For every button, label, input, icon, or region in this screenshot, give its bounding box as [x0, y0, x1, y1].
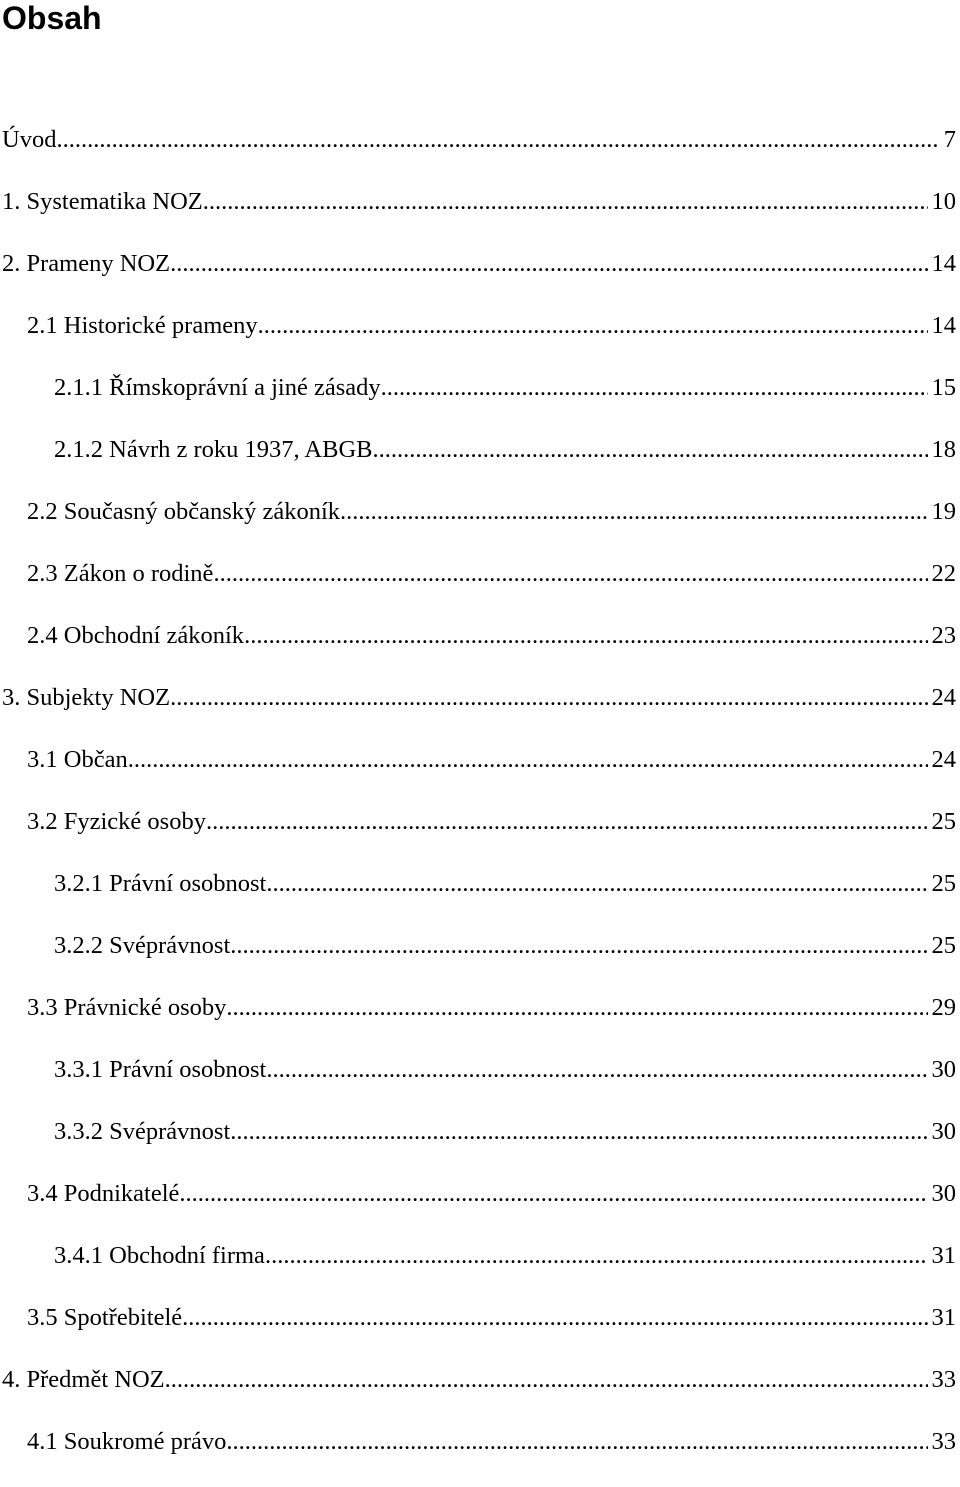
dot-leader [170, 681, 927, 715]
toc-entry-label: 3.3.2 Svéprávnost [54, 1118, 231, 1145]
dot-leader [265, 1239, 928, 1273]
dot-leader [266, 867, 927, 901]
toc-entry[interactable] [0, 1363, 960, 1425]
toc-entry-page-number: 30 [931, 1180, 956, 1207]
dot-leader [266, 1053, 927, 1087]
toc-entry[interactable] [0, 867, 960, 929]
toc-entry[interactable] [0, 309, 960, 371]
toc-entry-label: 2.1.2 Návrh z roku 1937, ABGB [54, 436, 373, 463]
toc-entry-label: 3.5 Spotřebitelé [27, 1304, 183, 1331]
toc-entry[interactable] [0, 1053, 960, 1115]
dot-leader [230, 1115, 927, 1149]
toc-entry[interactable] [0, 1177, 960, 1239]
toc-entry-label: 3.1 Občan [27, 746, 128, 773]
dot-leader [226, 991, 927, 1025]
toc-entry-label: 1. Systematika NOZ [2, 188, 203, 215]
toc-entry-label: 3.2 Fyzické osoby [27, 808, 206, 835]
toc-entry-label: 3.2.1 Právní osobnost [54, 870, 267, 897]
toc-entry[interactable] [0, 495, 960, 557]
toc-entry-label: 2.2 Současný občanský zákoník [27, 498, 340, 525]
dot-leader [230, 929, 927, 963]
toc-entry[interactable] [0, 805, 960, 867]
toc-entry[interactable] [0, 557, 960, 619]
toc-entry-page-number: 10 [931, 188, 956, 215]
dot-leader [56, 123, 939, 157]
toc-entry[interactable] [0, 929, 960, 991]
toc-entry-page-number: 24 [931, 746, 956, 773]
toc-entry[interactable] [0, 681, 960, 743]
toc-entry-label: 4. Předmět NOZ [2, 1366, 165, 1393]
toc-entry-page-number: 14 [931, 312, 956, 339]
toc-entry-label: 2.4 Obchodní zákoník [27, 622, 245, 649]
toc-entry[interactable] [0, 743, 960, 805]
dot-leader [244, 619, 927, 653]
toc-entry[interactable] [0, 991, 960, 1053]
toc-entry-page-number: 24 [931, 684, 956, 711]
toc-entry-page-number: 30 [931, 1056, 956, 1083]
dot-leader [340, 495, 928, 529]
dot-leader [226, 1425, 927, 1459]
toc-entry-label: 3.3 Právnické osoby [27, 994, 227, 1021]
dot-leader [213, 557, 927, 591]
dot-leader [381, 371, 928, 405]
toc-entry[interactable] [0, 619, 960, 681]
toc-entry[interactable] [0, 247, 960, 309]
toc-entry-page-number: 25 [931, 808, 956, 835]
toc-entry[interactable] [0, 433, 960, 495]
toc-entry-page-number: 33 [931, 1428, 956, 1455]
dot-leader [170, 247, 927, 281]
toc-entry-label: 2.1 Historické prameny [27, 312, 258, 339]
dot-leader [179, 1177, 927, 1211]
toc-entry-label: 3.4.1 Obchodní firma [54, 1242, 265, 1269]
toc-entry-page-number: 33 [931, 1366, 956, 1393]
toc-entry-page-number: 18 [931, 436, 956, 463]
toc-entry-label: 4.1 Soukromé právo [27, 1428, 227, 1455]
dot-leader [165, 1363, 928, 1397]
toc-entry-page-number: 22 [931, 560, 956, 587]
toc-entry-label: 3.2.2 Svéprávnost [54, 932, 231, 959]
toc-entry-label: 3.3.1 Právní osobnost [54, 1056, 267, 1083]
toc-entry-page-number: 23 [931, 622, 956, 649]
toc-entry-page-number: 30 [931, 1118, 956, 1145]
toc-entry-label: Úvod [2, 126, 57, 153]
toc-entry-label: 2.3 Zákon o rodině [27, 560, 214, 587]
dot-leader [258, 309, 928, 343]
toc-entry[interactable] [0, 185, 960, 247]
toc-entry[interactable] [0, 371, 960, 433]
toc-entry-page-number: 19 [931, 498, 956, 525]
toc-entry[interactable] [0, 1239, 960, 1301]
dot-leader [128, 743, 928, 777]
toc-entry-label: 2.1.1 Římskoprávní a jiné zásady [54, 374, 381, 401]
toc-entry-page-number: 14 [931, 250, 956, 277]
dot-leader [206, 805, 928, 839]
toc-entry-page-number: 15 [931, 374, 956, 401]
page-title: Obsah [2, 0, 102, 36]
toc-entry-page-number: 31 [931, 1304, 956, 1331]
toc-entry-page-number: 31 [931, 1242, 956, 1269]
toc-entry-page-number: 29 [931, 994, 956, 1021]
dot-leader [372, 433, 927, 467]
dot-leader [203, 185, 928, 219]
toc-entry-page-number: 25 [931, 932, 956, 959]
toc-entry-label: 3.4 Podnikatelé [27, 1180, 180, 1207]
toc-entry[interactable] [0, 1301, 960, 1363]
table-of-contents [0, 123, 960, 1487]
toc-entry-page-number: 7 [943, 126, 956, 153]
toc-entry-label: 2. Prameny NOZ [2, 250, 171, 277]
toc-entry[interactable] [0, 1115, 960, 1177]
toc-entry[interactable] [0, 1425, 960, 1487]
toc-entry-page-number: 25 [931, 870, 956, 897]
dot-leader [182, 1301, 927, 1335]
toc-entry-label: 3. Subjekty NOZ [2, 684, 171, 711]
toc-entry[interactable] [0, 123, 960, 185]
